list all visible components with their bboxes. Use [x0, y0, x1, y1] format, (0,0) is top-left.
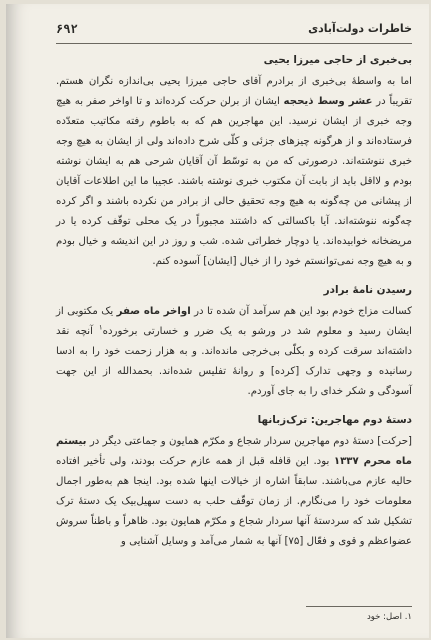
section-brother-letter	[56, 280, 412, 402]
section-heading: رسیدن نامهٔ برادر	[323, 284, 412, 296]
header-rule	[56, 43, 412, 44]
paragraph: کسالت مزاج خودم بود این هم سرآمد آن شده تا در اواخر ماه صفر یک مکتوبی از ایشان رسید و معلوم شد در ورشو به یک ضرر و خسارتی برخورده$^۱$ آنچه نقد داشته‌اند سرقت کرده و بکلّی بی‌خرجی مانده‌اند. و به هزار زحمت خود را به ادسا رسانیده و وجهی تدارک [کرده] و روانهٔ تفلیس شده‌اند. بحمدالله از این جهت آسودگی و شکر خدای را به جای آوردم.	[56, 306, 412, 397]
paragraph: [حرکت] دستهٔ دوم مهاجرین سردار شجاع و مکرّم همایون و جماعتی دیگر در بیستم ماه محرم ۱۳۳۷ بود. این قافله قبل از همه عازم حرکت بودند، ولی تأخیر افتاده حالیه عازم می‌باشند. سابقاً اشاره از خیالات اینها شده بود. اینجا هم به‌طور اجمال معلومات خود را می‌نگارم. از زمان توقّف حلب به دست سهیل‌بیک یک دستهٔ ترک تشکیل شد که سردستهٔ آنها سردار شجاع و مکرّم همایون بود. ظاهراً و باطناً سروش عضواعظم و قوی و فعّال [۷۵] آنها به شمار می‌آمد و وسایل آشنایی و	[56, 436, 413, 547]
paragraph: اما به واسطهٔ بی‌خبری از برادرم آقای حاجی میرزا یحیی بی‌اندازه نگران هستم. تقریباً در عشر وسط ذیحجه ایشان از برلن حرکت کرده‌اند و تا اواخر صفر به هیچ وجه خبری از ایشان نرسید. این مهاجرین هم که به باطوم رفته مکاتیب متعدّده فرستاده‌اند و از هرگونه چیزهای جزئی و کلّی شرح داده‌اند ولی از ایشان به هیچ وجه خبری ننوشته‌اند. درصورتی که من به توسّط آن آقایان شرحی هم به ایشان نوشته بودم و لااقل باید از بابت آن مکتوب خبری نوشته باشند. عجیبا ما این اطلاعات آقایان از پیشانی من چه‌گونه به هیچ وجه تحقیق حالی از برادر من نکرده باشند و اگر کرده چه‌گونه ننوشته‌اند. آیا باکسالتی که داشتند مجبوراً در یک محلی توقّف کرده یا در مریضخانه خوابیده‌اند. یا دوچار خطراتی شده. شب و روز در این اندیشه و خیال بودم و به هیچ وجه نمی‌توانستم خود را از خیال [ایشان] آسوده کنم.	[56, 76, 412, 267]
emphasized-date: عشر وسط ذیحجه	[283, 96, 373, 107]
page-body	[56, 50, 412, 560]
page-header	[56, 22, 412, 38]
section-heading: بی‌خبری از حاجی میرزا یحیی	[263, 54, 412, 66]
emphasized-date: بیستم ماه محرم ۱۳۳۷	[56, 436, 412, 467]
footnote-ref: ۱	[98, 323, 103, 332]
footnote: ۱. اصل: خود	[367, 612, 412, 622]
section-second-group	[56, 410, 412, 552]
running-title: خاطرات دولت‌آبادی	[308, 22, 412, 35]
footnote-rule	[306, 606, 412, 607]
emphasized-date: اواخر ماه صفر	[116, 306, 191, 317]
section-no-news	[56, 50, 412, 272]
section-heading: دستهٔ دوم مهاجرین: ترک‌زبانها	[257, 414, 412, 426]
book-page	[6, 4, 429, 638]
page-number: ۶۹۲	[56, 22, 78, 36]
